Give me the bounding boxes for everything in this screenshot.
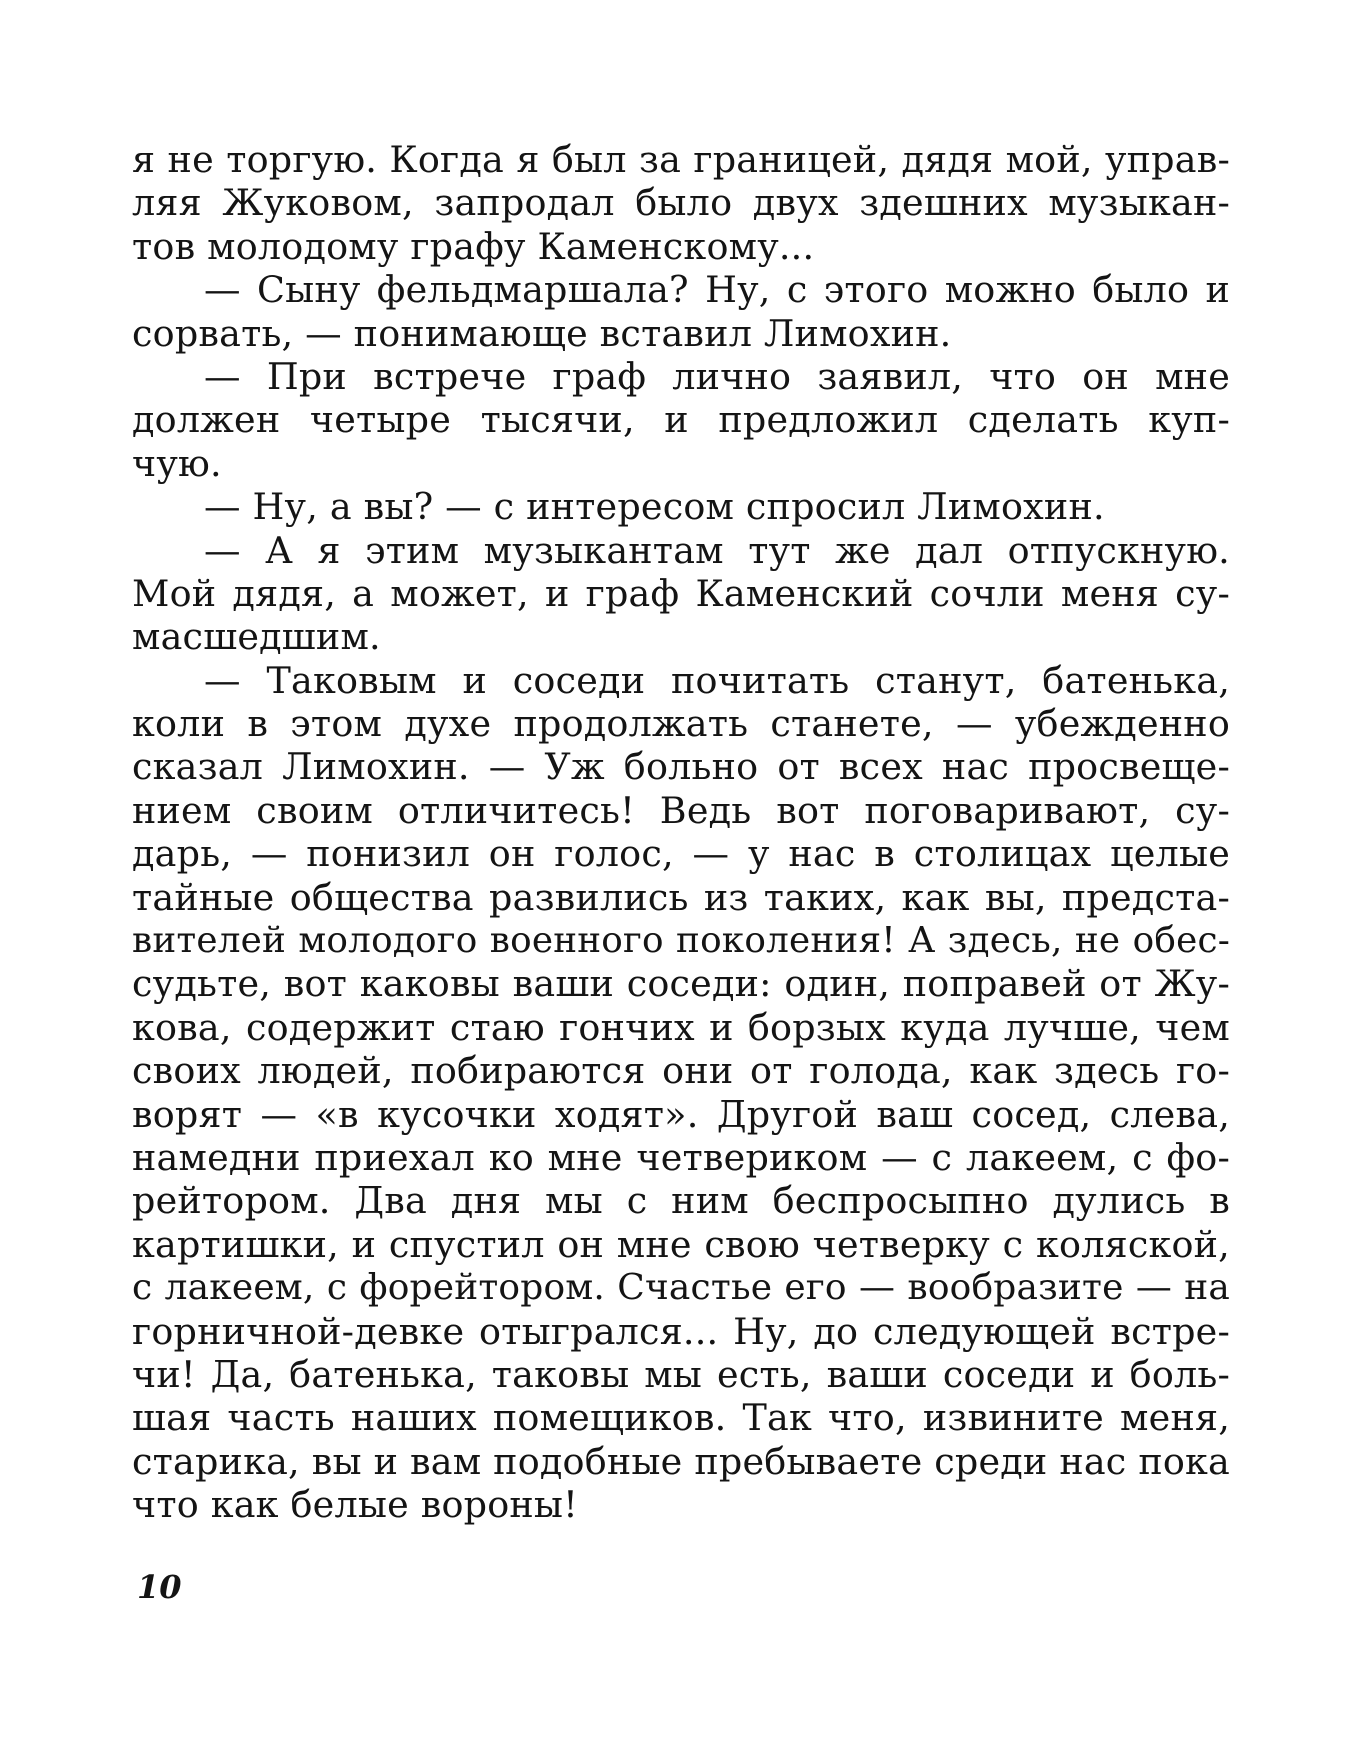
text-line: своих людей, побираются они от голода, как здесь го-	[132, 1049, 1230, 1093]
text-line: сорвать, — понимающе вставил Лимохин.	[132, 311, 952, 355]
text-line: должен четыре тысячи, и предложил сделать куп-	[132, 398, 1230, 442]
text-line: — При встрече граф лично заявил, что он мне	[204, 354, 1230, 398]
text-line: намедни приехал ко мне четвериком — с лакеем, с фо-	[132, 1135, 1230, 1179]
text-line: — Таковым и соседи почитать станут, батенька,	[204, 658, 1230, 702]
text-line: я не торгую. Когда я был за границей, дядя мой, управ-	[132, 138, 1230, 181]
text-line: — Сыну фельдмаршала? Ну, с этого можно было и	[204, 268, 1230, 312]
text-line: тов молодому графу Каменскому...	[132, 224, 815, 268]
text-line: рейтором. Два дня мы с ним беспросыпно дулись в	[132, 1179, 1230, 1223]
text-line: вителей молодого военного поколения! А здесь, не обес-	[132, 920, 1230, 962]
text-line: шая часть наших помещиков. Так что, извините меня,	[132, 1396, 1230, 1440]
text-line: масшедшим.	[132, 615, 381, 659]
text-line: Мой дядя, а может, и граф Каменский сочли меня су-	[132, 571, 1230, 615]
text-line: судьте, вот каковы ваши соседи: один, поправей от Жу-	[132, 962, 1230, 1006]
text-line: чую.	[132, 441, 222, 485]
text-line: дарь, — понизил он голос, — у нас в столицах целые	[132, 832, 1230, 876]
text-line: нием своим отличитесь! Ведь вот поговаривают, су-	[132, 788, 1230, 832]
text-line: картишки, и спустил он мне свою четверку с коляской,	[132, 1222, 1230, 1266]
text-line: старика, вы и вам подобные пребываете среди нас пока	[132, 1439, 1230, 1483]
text-line: чи! Да, батенька, таковы мы есть, ваши соседи и боль-	[132, 1352, 1230, 1396]
text-line: коли в этом духе продолжать станете, — убежденно	[132, 702, 1230, 746]
page-number: 10	[137, 1568, 182, 1606]
text-line: горничной-девке отыгрался... Ну, до следующей встре-	[132, 1309, 1230, 1353]
text-line: кова, содержит стаю гончих и борзых куда лучше, чем	[132, 1005, 1230, 1049]
text-line: тайные общества развились из таких, как вы, предста-	[132, 875, 1230, 919]
text-line: с лакеем, с форейтором. Счастье его — вообразите — на	[132, 1267, 1230, 1309]
text-line: что как белые вороны!	[132, 1483, 579, 1527]
text-line: ляя Жуковом, запродал было двух здешних музыкан-	[132, 181, 1230, 225]
text-line: — А я этим музыкантам тут же дал отпускную.	[204, 528, 1230, 572]
text-line: — Ну, а вы? — с интересом спросил Лимохин.	[204, 485, 1105, 529]
text-line: сказал Лимохин. — Уж больно от всех нас просвеще-	[132, 745, 1230, 789]
body-text	[132, 138, 1230, 1527]
text-line: ворят — «в кусочки ходят». Другой ваш сосед, слева,	[132, 1092, 1230, 1136]
